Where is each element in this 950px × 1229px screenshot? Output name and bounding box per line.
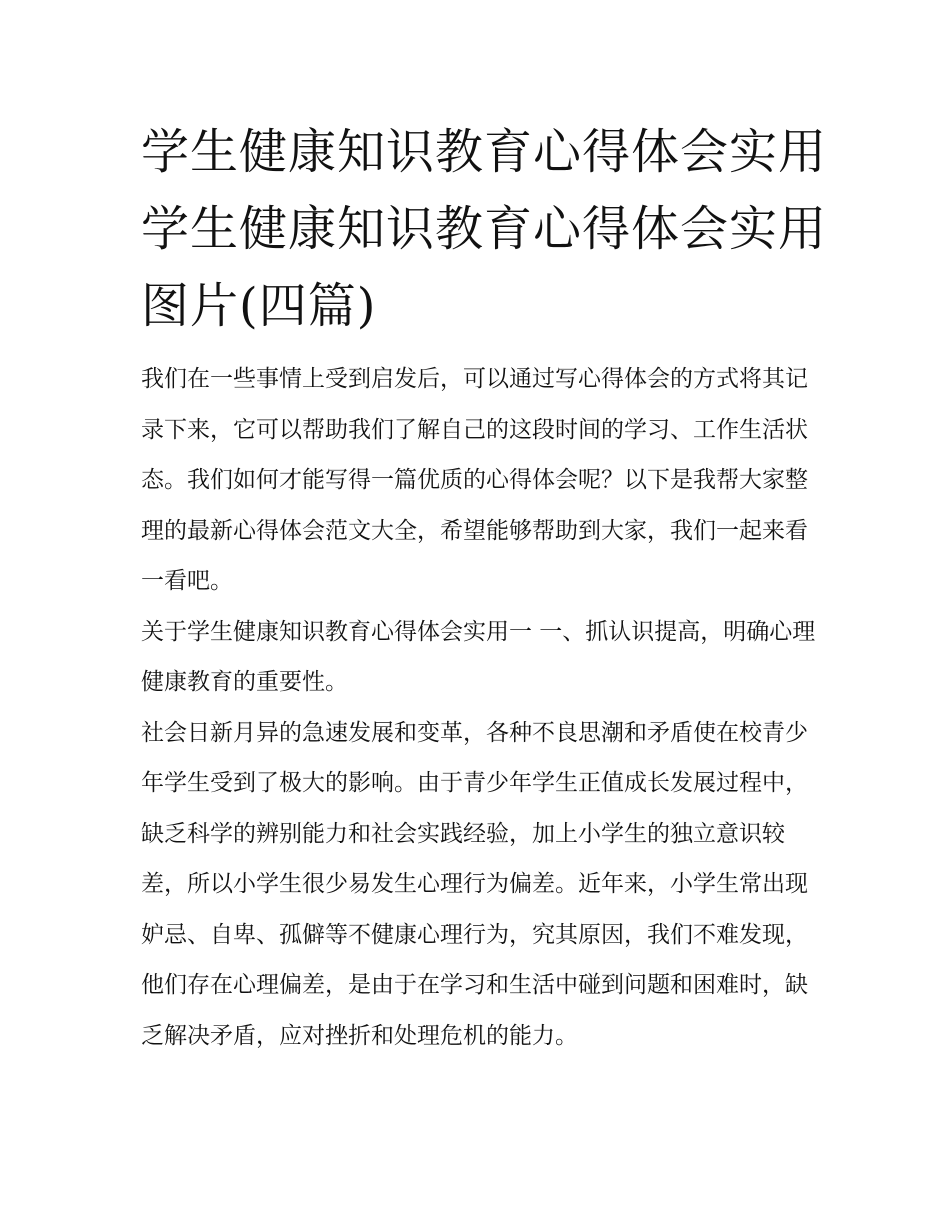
body-paragraph: 社会日新月异的急速发展和变革，各种不良思潮和矛盾使在校青少年学生受到了极大的影响。由于青少年学生正值成长发展过程中，缺乏科学的辨别能力和社会实践经验，加上小学生的独立意识较差，所以小学生很少易发生心理行为偏差。近年来，小学生常出现妒忌、自卑、孤僻等不健康心理行为，究其原因，我们不难发现，他们存在心理偏差，是由于在学习和生活中碰到问题和困难时，缺乏解决矛盾，应对挫折和处理危机的能力。	[141, 719, 808, 1049]
document-body	[141, 354, 821, 1061]
intro-paragraph: 我们在一些事情上受到启发后，可以通过写心得体会的方式将其记录下来，它可以帮助我们了解自己的这段时间的学习、工作生活状态。我们如何才能写得一篇优质的心得体会呢？以下是我帮大家整理的最新心得体会范文大全，希望能够帮助到大家，我们一起来看一看吧。	[141, 366, 808, 594]
section-heading-paragraph: 关于学生健康知识教育心得体会实用一 一、抓认识提高，明确心理健康教育的重要性。	[141, 618, 816, 695]
document-title: 学生健康知识教育心得体会实用 学生健康知识教育心得体会实用图片(四篇)	[141, 124, 828, 334]
